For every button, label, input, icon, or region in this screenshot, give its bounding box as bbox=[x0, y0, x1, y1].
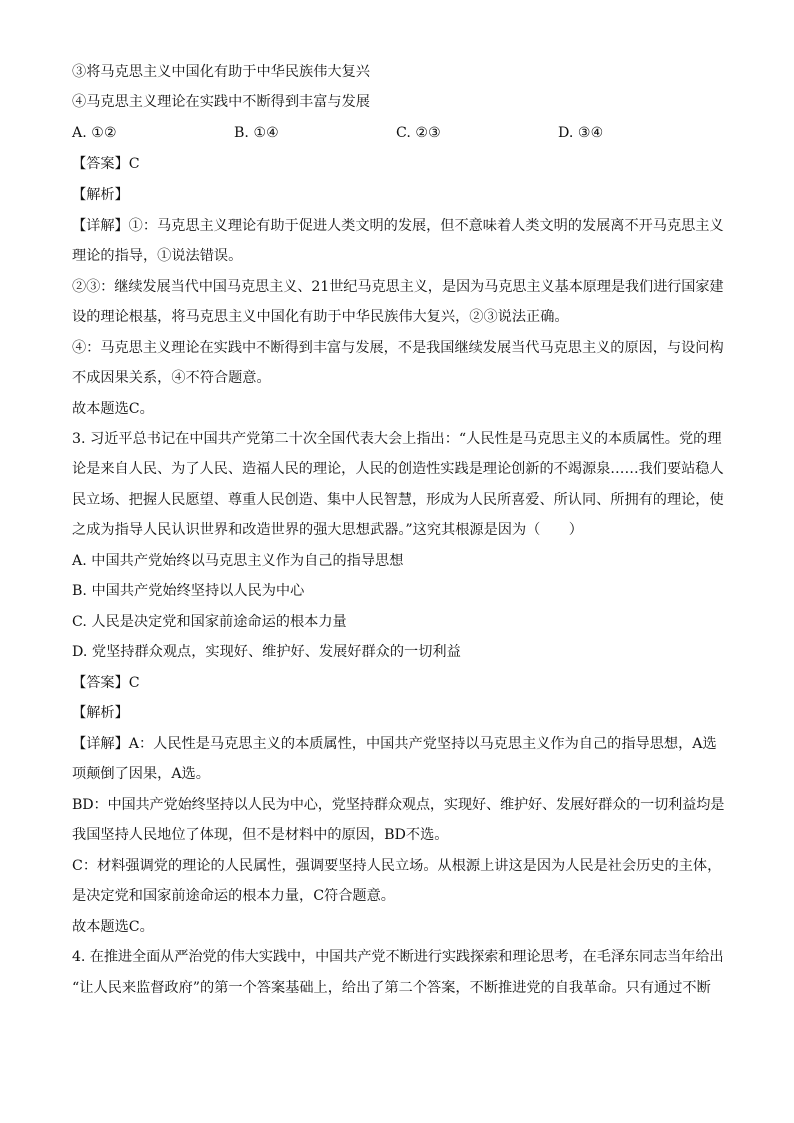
q3-stem-line: 3. 习近平总书记在中国共产党第二十次全国代表大会上指出：“人民性是马克思主义的本质属性。党的理 bbox=[72, 431, 722, 447]
q4-stem-line: 4. 在推进全面从严治党的伟大实践中，中国共产党不断进行实践探索和理论思考，在毛泽东同志当年给出 bbox=[72, 949, 724, 965]
q3-detail-line: BD：中国共产党始终坚持以人民为中心，党坚持群众观点，实现好、维护好、发展好群众的一切利益均是 bbox=[72, 797, 725, 813]
q3-detail-line: 【详解】A：人民性是马克思主义的本质属性，中国共产党坚持以马克思主义作为自己的指导思想，A选 bbox=[72, 736, 717, 752]
q3-answer: 【答案】C bbox=[72, 675, 140, 691]
q3-analysis-heading: 【解析】 bbox=[72, 705, 129, 721]
q3-detail-line: 是决定党和国家前途命运的根本力量，C符合题意。 bbox=[72, 888, 395, 904]
q2-option-a: A. ①② bbox=[72, 125, 117, 141]
q2-conclusion: 故本题选C。 bbox=[72, 401, 154, 417]
q3-conclusion: 故本题选C。 bbox=[72, 919, 154, 935]
q2-detail-line: 设的理论根基，将马克思主义中国化有助于中华民族伟大复兴，②③说法正确。 bbox=[72, 309, 569, 325]
q3-option-a: A. 中国共产党始终以马克思主义作为自己的指导思想 bbox=[72, 553, 404, 569]
q3-detail-line: C：材料强调党的理论的人民属性，强调要坚持人民立场。从根源上讲这是因为人民是社会历史的主体， bbox=[72, 858, 722, 874]
q3-option-b: B. 中国共产党始终坚持以人民为中心 bbox=[72, 583, 305, 599]
q2-option-d: D. ③④ bbox=[558, 125, 604, 141]
q3-detail-line: 我国坚持人民地位了体现，但不是材料中的原因，BD不选。 bbox=[72, 827, 449, 843]
q2-detail-line: 不成因果关系，④不符合题意。 bbox=[72, 370, 271, 386]
q2-detail-line: 理论的指导，①说法错误。 bbox=[72, 248, 243, 264]
q2-detail-line: 【详解】①：马克思主义理论有助于促进人类文明的发展，但不意味着人类文明的发展离不开马克思主义 bbox=[72, 218, 724, 234]
q2-detail-line: ②③：继续发展当代中国马克思主义、21世纪马克思主义，是因为马克思主义基本原理是我们进行国家建 bbox=[72, 279, 724, 295]
q3-stem-line: 论是来自人民、为了人民、造福人民的理论，人民的创造性实践是理论创新的不竭源泉……我们要站稳人 bbox=[72, 461, 724, 477]
q3-stem-line: 之成为指导人民认识世界和改造世界的强大思想武器。”这究其根源是因为（ ） bbox=[72, 522, 583, 538]
q2-option-b: B. ①④ bbox=[234, 125, 279, 141]
statement-3: ③将马克思主义中国化有助于中华民族伟大复兴 bbox=[72, 64, 370, 80]
q2-answer: 【答案】C bbox=[72, 156, 140, 172]
q2-detail-line: ④：马克思主义理论在实践中不断得到丰富与发展，不是我国继续发展当代马克思主义的原因，与设问构 bbox=[72, 340, 724, 356]
q3-option-c: C. 人民是决定党和国家前途命运的根本力量 bbox=[72, 614, 347, 630]
q3-option-d: D. 党坚持群众观点，实现好、维护好、发展好群众的一切利益 bbox=[72, 644, 461, 660]
q2-analysis-heading: 【解析】 bbox=[72, 187, 129, 203]
q3-detail-line: 项颠倒了因果，A选。 bbox=[72, 766, 210, 782]
q2-option-c: C. ②③ bbox=[396, 125, 441, 141]
q4-stem-line: “让人民来监督政府”的第一个答案基础上，给出了第二个答案，不断推进党的自我革命。只有通过不断 bbox=[72, 980, 711, 996]
q3-stem-line: 民立场、把握人民愿望、尊重人民创造、集中人民智慧，形成为人民所喜爱、所认同、所拥有的理论，使 bbox=[72, 492, 724, 508]
q2-options bbox=[72, 123, 724, 143]
statement-4: ④马克思主义理论在实践中不断得到丰富与发展 bbox=[72, 94, 370, 110]
